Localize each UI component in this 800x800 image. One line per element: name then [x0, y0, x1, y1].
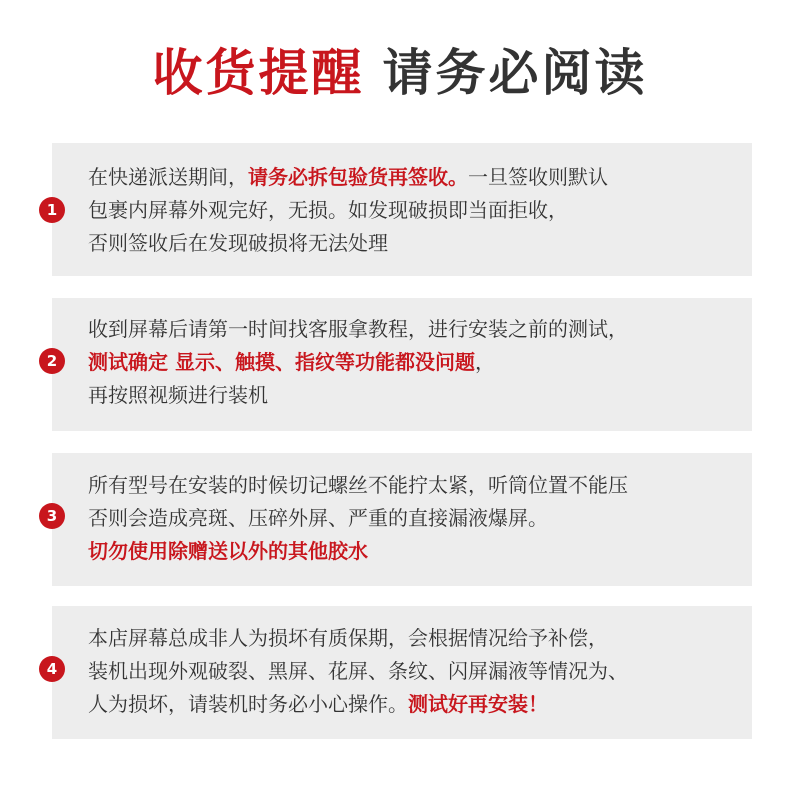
title-highlight: 收货提醒	[152, 44, 365, 102]
text-segment: 一旦签收则默认	[468, 165, 608, 189]
notice-1-line-3	[88, 227, 742, 260]
notice-3-line-1	[88, 469, 742, 502]
notice-4-text	[88, 622, 742, 721]
number-badge-4: 4	[39, 656, 65, 682]
notice-1	[46, 143, 752, 276]
text-segment: 所有型号在安装的时候切记螺丝不能拧太紧，听筒位置不能压	[88, 473, 628, 497]
page-title	[0, 38, 800, 108]
text-segment: 装机出现外观破裂、黑屏、花屏、条纹、闪屏漏液等情况为、	[88, 659, 628, 683]
notice-3-line-3	[88, 535, 742, 568]
notice-4	[46, 606, 752, 739]
notice-2-text	[88, 313, 742, 412]
text-segment: 包裹内屏幕外观完好，无损。如发现破损即当面拒收，	[88, 198, 568, 222]
text-segment: ，	[474, 350, 495, 374]
text-segment: 再按照视频进行装机	[88, 383, 268, 407]
warning-text: 测试确定 显示、触摸、指纹等功能都没问题	[88, 350, 475, 374]
notice-1-line-1	[88, 161, 742, 194]
text-segment: 收到屏幕后请第一时间找客服拿教程，进行安装之前的测试，	[88, 317, 628, 341]
number-badge-2: 2	[39, 348, 65, 374]
notice-3	[46, 453, 752, 586]
notice-2	[46, 298, 752, 431]
warning-text: 请务必拆包验货再签收。	[248, 165, 468, 189]
notice-1-text	[88, 161, 742, 260]
warning-text: 切勿使用除赠送以外的其他胶水	[88, 539, 368, 563]
notice-2-line-3	[88, 379, 742, 412]
text-segment: 本店屏幕总成非人为损坏有质保期，会根据情况给予补偿，	[88, 626, 608, 650]
title-main: 请务必阅读	[382, 44, 648, 102]
notice-2-line-2	[88, 346, 742, 379]
text-segment: 在快递派送期间，	[88, 165, 248, 189]
notice-4-line-2	[88, 655, 742, 688]
notice-3-text	[88, 469, 742, 568]
text-segment: 人为损坏，请装机时务必小心操作。	[88, 692, 408, 716]
number-badge-3: 3	[39, 503, 65, 529]
notice-3-line-2	[88, 502, 742, 535]
text-segment: 否则会造成亮斑、压碎外屏、严重的直接漏液爆屏。	[88, 506, 548, 530]
notice-1-line-2	[88, 194, 742, 227]
notice-4-line-1	[88, 622, 742, 655]
text-segment: 否则签收后在发现破损将无法处理	[88, 231, 388, 255]
warning-text: 测试好再安装！	[408, 692, 548, 716]
number-badge-1: 1	[39, 197, 65, 223]
notice-4-line-3	[88, 688, 742, 721]
notice-2-line-1	[88, 313, 742, 346]
